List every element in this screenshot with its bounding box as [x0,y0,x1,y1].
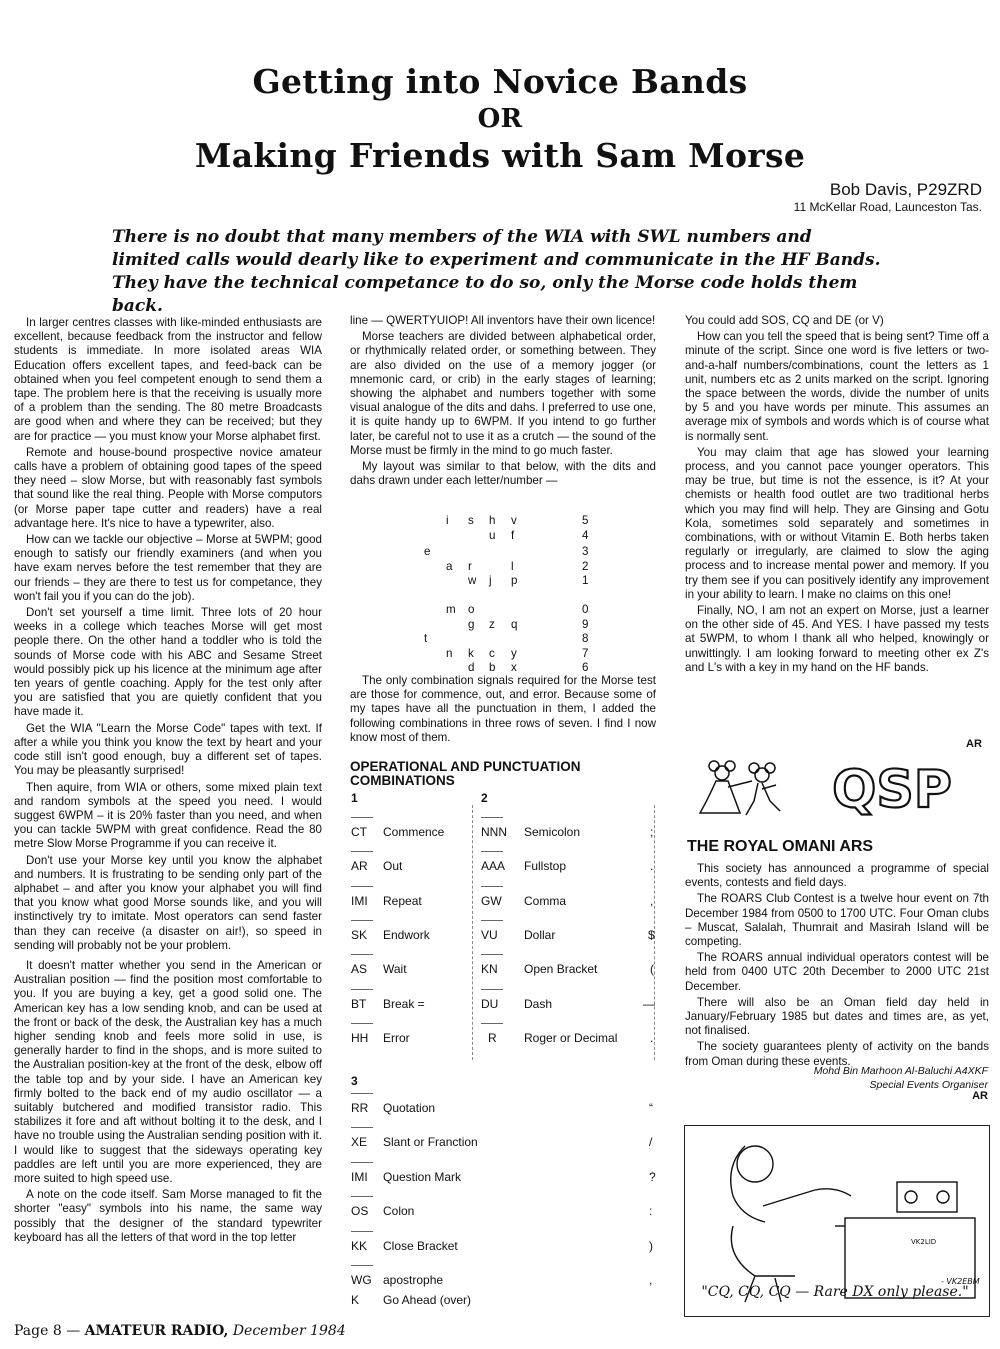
grid-char: t [424,632,428,645]
grid-char: i [446,514,449,527]
combination-row [351,1101,657,1119]
combination-row [351,1293,657,1311]
grid-char: u [489,529,496,542]
combination-row [351,997,469,1015]
combination-code: R [488,1031,497,1045]
combination-row [481,997,657,1015]
grid-char: x [511,661,517,674]
combination-row [351,928,469,946]
group-number: 3 [351,1074,358,1088]
paragraph: A note on the code itself. Sam Morse managed to fit the shorter "easy" symbols into his name, the same way possibly that the designer of the standard typewriter keyboard has all the letters of that word in the top letter [14,1188,322,1244]
intro-paragraph: There is no doubt that many members of the WIA with SWL numbers and limited calls would dearly like to experiment and communicate in the HF Bands. They have the technical competance to do so, only the Morse code holds them back. [112,227,881,316]
combination-code: K [351,1293,360,1307]
grid-char: 7 [582,647,589,660]
grid-char: d [468,661,475,674]
grid-char: 4 [582,529,589,542]
combination-meaning: Close Bracket [383,1239,458,1253]
combination-code: NNN [481,825,507,839]
grid-char: z [489,618,495,631]
author-address: 11 McKellar Road, Launceston Tas. [793,200,982,214]
combination-row [351,1031,469,1049]
paragraph: How can we tackle our objective – Morse at 5WPM; good enough to satisfy our friendly examiners (and when you have exam nerves before the test remember that they are our friends – they are there to test us for competance, they won't fail you if you can do the job). [14,533,322,603]
author: Bob Davis, P29ZRD [829,180,982,199]
combination-symbol: ) [649,1239,653,1253]
combination-row [351,825,469,843]
combination-row [351,1170,657,1188]
grid-char: c [489,647,495,660]
combination-code: WG [351,1273,372,1287]
end-mark: AR [972,1090,988,1102]
combination-symbol: ( [650,962,654,976]
paragraph: Morse teachers are divided between alphabetical order, or rhythmically related order, or something between. They are also divided on the use of a memory jogger (or mnemonic card, or crib) in the early stages of learning; showing the alphabet and numbers together with some visual analogue of the dits and dahs. I preferred to use one, it is quite handy up to 6WPM. If you intend to go further later, be careful not to use it as a crutch — the sound of the Morse must be firmly in the mind to go much faster. [350,330,656,457]
grid-char: j [489,574,492,587]
group-number: 2 [481,791,488,805]
combination-meaning: Commence [383,825,445,839]
combination-meaning: Roger or Decimal [524,1031,618,1045]
paragraph: It doesn't matter whether you send in the American or Australian position — find the position most comfortable to you. If you are buying a key, get a good solid one. The American key has a low sending knob, and can be used at the front or back of the desk, the Australian key has a much higher sending knob and feels more solid in use, is generally harder to find in the shops, and is more suited to the Australian position-key at the front of the desk, elbow off the table top and by your side. I have an American key firmly bolted to the back end of my audio oscillator — a suitably butchered and modified transistor radio. This stabilizes it fore and aft without bolting it to the desk, and I have no trouble using the Australian sending position with it. I would like to suggest that the sideways operating key paddles are left until you are more experienced, they are more suited to high speed use. [14,958,322,1185]
combination-meaning: Out [383,859,403,873]
paragraph: line — QWERTYUIOP! All inventors have their own licence! [350,314,656,327]
combination-row [351,859,469,877]
paragraph: The ROARS Club Contest is a twelve hour event on 7th December 1984 from 0500 to 1700 UTC. Four Oman clubs – Muscat, Salalah, Thumrait and Masirah Island will be competing. [685,892,989,949]
grid-char: e [424,545,431,558]
combination-symbol: / [649,1135,653,1149]
grid-char: w [468,574,477,587]
paragraph: Remote and house-bound prospective novice amateur calls have a problem of obtaining good tapes of the speed they need – slow Morse, but with reasonably fast symbols that sound like the real thing. People with Morse computors (or Morse paper tape cutter and readers) have a real advantage here. It's nice to have a typewriter, also. [14,445,322,530]
combination-meaning: Slant or Franction [383,1135,478,1149]
combination-symbol: ; [650,825,654,839]
combination-row [351,962,469,980]
combination-row [351,1239,657,1257]
combination-row [351,1273,657,1291]
grid-char: 9 [582,618,589,631]
combination-meaning: Dollar [524,928,556,942]
grid-char: g [468,618,475,631]
grid-char: 2 [582,560,589,573]
combination-row [351,1204,657,1222]
grid-char: 3 [582,545,589,558]
combination-row [351,894,469,912]
combination-meaning: Dash [524,997,553,1011]
grid-char: 6 [582,661,589,674]
combination-code: AAA [481,859,506,873]
paragraph: Then aquire, from WIA or others, some mixed plain text and random symbols at the speed you need. I would suggest 6WPM – it is 20% faster than you need, and when you can tackle 5WPM with great confidence. Read the 80 metre Slow Morse Programme if you can receive it. [14,780,322,851]
combination-row [481,894,657,912]
title-line-1: Getting into Novice Bands [252,62,748,101]
grid-char: k [468,647,474,660]
grid-char: l [511,560,514,573]
combination-code: KK [351,1239,368,1253]
paragraph: Don't use your Morse key until you know the alphabet and numbers. It is frustrating to be sending only part of the alphabet – and after you know your alphabet you will find that you know what good Morse sounds like, and you will instinctively try to imitate. Most operators can send faster than they can receive (a disaster on air!), so speed in sending will probably not be your problem. [14,853,322,952]
combination-code: BT [351,997,367,1011]
combination-symbol: , [650,894,654,908]
grid-char: s [468,514,474,527]
section-title: THE ROYAL OMANI ARS [687,838,874,855]
grid-char: 1 [582,574,589,587]
combination-symbol: . [650,1031,654,1045]
paragraph: The ROARS annual individual operators contest will be held from 0400 UTC 20th December to 2000 UTC 21st December. [685,951,989,993]
combination-row [481,1031,657,1049]
artist-signature: - VK2EBM [941,1277,980,1286]
column-2 [350,314,656,490]
paragraph: Don't set yourself a time limit. Three lots of 20 hour weeks in a college which teaches Morse will get most people there. On the other hand a toddler who is told the sounds of Morse code with his ABC and Sesame Street would possibly pick up his licence at the minimum age after ten years of gentle coaching. Apply for the test only after you are satisfied that you are quietly confident that you have made it. [14,606,322,719]
combination-meaning: Error [383,1031,410,1045]
grid-char: p [511,574,518,587]
combination-meaning: Comma [524,894,567,908]
grid-char: y [511,647,517,660]
grid-char: v [511,514,517,527]
combination-code: AS [351,962,368,976]
signature-role: Special Events Organiser [869,1079,988,1091]
qsp-text: QSP [832,760,952,820]
combination-code: KN [481,962,498,976]
paragraph: You could add SOS, CQ and DE (or V) [685,314,884,327]
grid-char: 5 [582,514,589,527]
issue-date: December 1984 [232,1323,346,1339]
combination-symbol: “ [649,1101,653,1115]
end-mark: AR [966,738,982,750]
page-footer [14,1323,346,1339]
cartoon-caption: "CQ, CQ, CQ — Rare DX only please." [701,1284,969,1300]
grid-char: r [468,560,472,573]
combination-row [481,962,657,980]
paragraph: There will also be an Oman field day held in January/February 1985 but dates and times are, as yet, not finalised. [685,995,989,1038]
combination-code: AR [351,859,368,873]
combination-meaning: Fullstop [524,859,567,873]
combination-meaning: Wait [383,962,407,976]
paragraph: The only combination signals required for the Morse test are those for commence, out, and error. Because some of my tapes have all the punctuation in them, I added the following combinations in three rows of seven. I find I now know most of them. [350,674,656,744]
signature-name: Mohd Bin Marhoon Al-Baluchi A4XKF [813,1065,988,1077]
group-number: 1 [351,791,358,805]
grid-char: h [489,514,496,527]
paragraph: Get the WIA "Learn the Morse Code" tapes with text. If after a while you think you know the text by heart and your code still isn't good enough, buy a different set of tapes. You may be pleasantly surprised! [14,721,322,778]
combination-row [481,928,657,946]
combination-symbol: — [643,997,655,1011]
omani-ars-text [685,862,989,1071]
combinations-heading: OPERATIONAL AND PUNCTUATION COMBINATIONS [350,759,581,788]
combination-meaning: Semicolon [524,825,581,839]
combination-code: OS [351,1204,369,1218]
page-number: Page 8 — [14,1323,81,1339]
title-line-2: OR [477,104,523,134]
combination-row [481,825,657,843]
paragraph: How can you tell the speed that is being sent? Time off a minute of the script. Since one word is five letters or two-and-a-half numbers/combinations, count the letters as 1 unit, numbers etc as 2 units marked on the script. Ignoring the space between the words, divide the number of units by 5 and you have words per minute. This assumes an average mix of symbols and words which is of course what is normally sent. [685,330,989,443]
paragraph: My layout was similar to that below, with the dits and dahs drawn under each letter/number — [350,460,656,488]
combination-code: CT [351,825,367,839]
qsp-logo [690,755,980,825]
combination-code: VU [481,928,498,942]
combination-meaning: Open Bracket [524,962,598,976]
grid-char: o [468,603,475,616]
grid-char: 8 [582,632,589,645]
combination-code: XE [351,1135,368,1149]
combination-meaning: Break = [383,997,425,1011]
combination-symbol: $ [648,928,655,942]
paragraph: In larger centres classes with like-minded enthusiasts are excellent, because feedback from the instructor and fellow students is immediate. In more isolated areas WIA Education offers excellent tapes, and feed-back can be obtained when you feel competent enough to send them a tape. The problem here is that the receiving is usually more of a problem than the sending. The 80 metre Broadcasts are good when and where they can be received; but they are for practice — you must know your Morse alphabet first. [14,316,322,443]
combination-code: IMI [351,1170,368,1184]
grid-char: q [511,618,518,631]
combination-code: IMI [351,894,368,908]
paragraph: Finally, NO, I am not an expert on Morse, just a learner on the other side of 45. And YES. I have passed my tests at 5WPM, to whom I thank all who helped, knowingly or unwittingly. I am looking forward to meeting other ex Z's and L's with a key in my hand on the HF bands. [685,604,989,674]
paragraph: The society guarantees plenty of activity on the bands from Oman during these events. [685,1040,989,1068]
combination-code: GW [481,894,502,908]
column-1 [14,316,322,1247]
grid-char: f [511,529,515,542]
paragraph: This society has announced a programme of special events, contests and field days. [685,862,989,890]
column-3 [685,314,989,677]
combination-meaning: Quotation [383,1101,436,1115]
title-line-3: Making Friends with Sam Morse [194,136,806,175]
combination-code: RR [351,1101,369,1115]
combination-row [351,1135,657,1153]
grid-char: b [489,661,496,674]
column-divider [472,805,473,1060]
combination-meaning: apostrophe [383,1273,444,1287]
combination-meaning: Go Ahead (over) [383,1293,472,1307]
grid-char: a [446,560,453,573]
combination-symbol: . [650,859,654,873]
combination-code: SK [351,928,368,942]
radio-label: VK2LID [911,1238,937,1246]
grid-char: m [446,603,456,616]
combination-symbol: : [649,1204,653,1218]
grid-char: 0 [582,603,589,616]
mice-dancing-icon [690,755,980,825]
grid-char: n [446,647,453,660]
combination-code: HH [351,1031,369,1045]
combination-code: DU [481,997,499,1011]
combination-meaning: Question Mark [383,1170,462,1184]
combination-meaning: Colon [383,1204,415,1218]
magazine-name: AMATEUR RADIO, [84,1323,229,1339]
combination-meaning: Endwork [383,928,430,942]
combination-symbol: ? [649,1170,656,1184]
combination-meaning: Repeat [383,894,422,908]
combination-symbol: , [649,1273,653,1287]
combination-intro [350,674,656,745]
paragraph: You may claim that age has slowed your learning process, and you cannot pace younger operators. This may be true, but time is not the essence, is it? At your chemists or health food outlet are two traditional herbs which you may find will help. They are Ginsing and Gotu Kola, sometimes sold separately and sometimes in combinations, with or without Vitamin E. Both herbs taken regularly or irregularly, are claimed to slow the aging process and to increase mental power and memory. If you try them see if you can positively identify any improvement in your ability to learn. I make no claims on this one! [685,445,989,601]
combination-row [481,859,657,877]
morse-letter-grid [350,514,656,676]
